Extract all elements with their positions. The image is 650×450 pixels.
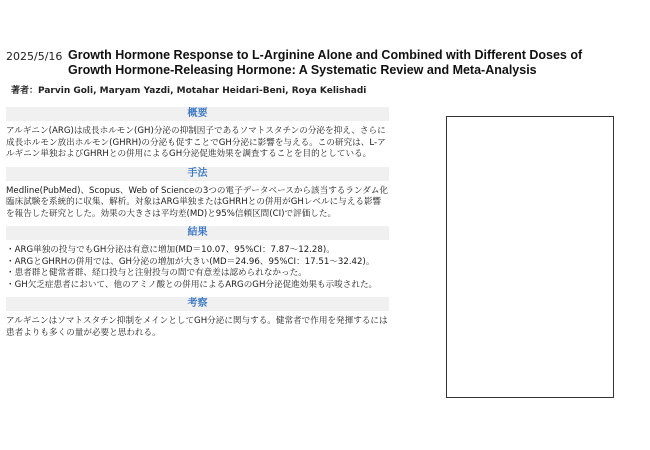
results-bullet: ・患者群と健常者群、経口投与と注射投与の間で有意差は認められなかった。 xyxy=(6,268,307,278)
figure-placeholder-box xyxy=(446,116,614,398)
summary-heading: 概要 xyxy=(6,107,389,121)
discussion-text: アルギニンはソマトスタチン抑制をメインとしてGH分泌に関与する。健常者で作用を発揮するには患者よりも多くの量が必要と思われる。 xyxy=(6,316,388,338)
results-bullet: ・ARG単独の投与でもGH分泌は有意に増加(MD＝10.07、95%CI：7.87〜12.28)。 xyxy=(6,245,335,255)
summary-content xyxy=(6,107,389,345)
publication-date: 2025/5/16 xyxy=(6,50,63,63)
authors-line: 著者：Parvin Goli, Maryam Yazdi, Motahar Heidari-Beni, Roya Kelishadi xyxy=(11,86,367,96)
results-bullet: ・ARGとGHRHの併用では、GH分泌の増加が大きい(MD＝24.96、95%CI：17.51〜32.42)。 xyxy=(6,256,375,267)
discussion-heading: 考察 xyxy=(6,297,389,311)
results-list xyxy=(6,245,389,291)
results-bullet: ・GH欠乏症患者において、他のアミノ酸との併用によるARGのGH分泌促進効果も示唆された。 xyxy=(6,279,378,290)
paper-title-line-2: Growth Hormone-Releasing Hormone: A Systematic Review and Meta-Analysis xyxy=(68,63,537,77)
methods-text: Medline(PubMed)、Scopus、Web of Scienceの3つの電子データベースから該当するランダム化臨床試験を系統的に収集、解析。対象はARG単独またはGHRHとの併用がGHレベルに与える影響を報告した研究とした。効果の大きさは平均差(MD)と95%信頼区間(CI)で評価した。 xyxy=(6,185,389,219)
paper-title xyxy=(68,48,628,78)
summary-text: アルギニン(ARG)は成長ホルモン(GH)分泌の抑制因子であるソマトスタチンの分泌を抑え、さらに成長ホルモン放出ホルモン(GHRH)の分泌も促すことでGH分泌に影響を与える。この研究は、L-アルギニン単独およびGHRHとの併用によるGH分泌促進効果を調査することを目的としている。 xyxy=(6,126,386,159)
methods-heading: 手法 xyxy=(6,167,389,181)
paper-title-line-1: Growth Hormone Response to L-Arginine Alone and Combined with Different Doses of xyxy=(68,48,583,62)
results-heading: 結果 xyxy=(6,226,389,240)
